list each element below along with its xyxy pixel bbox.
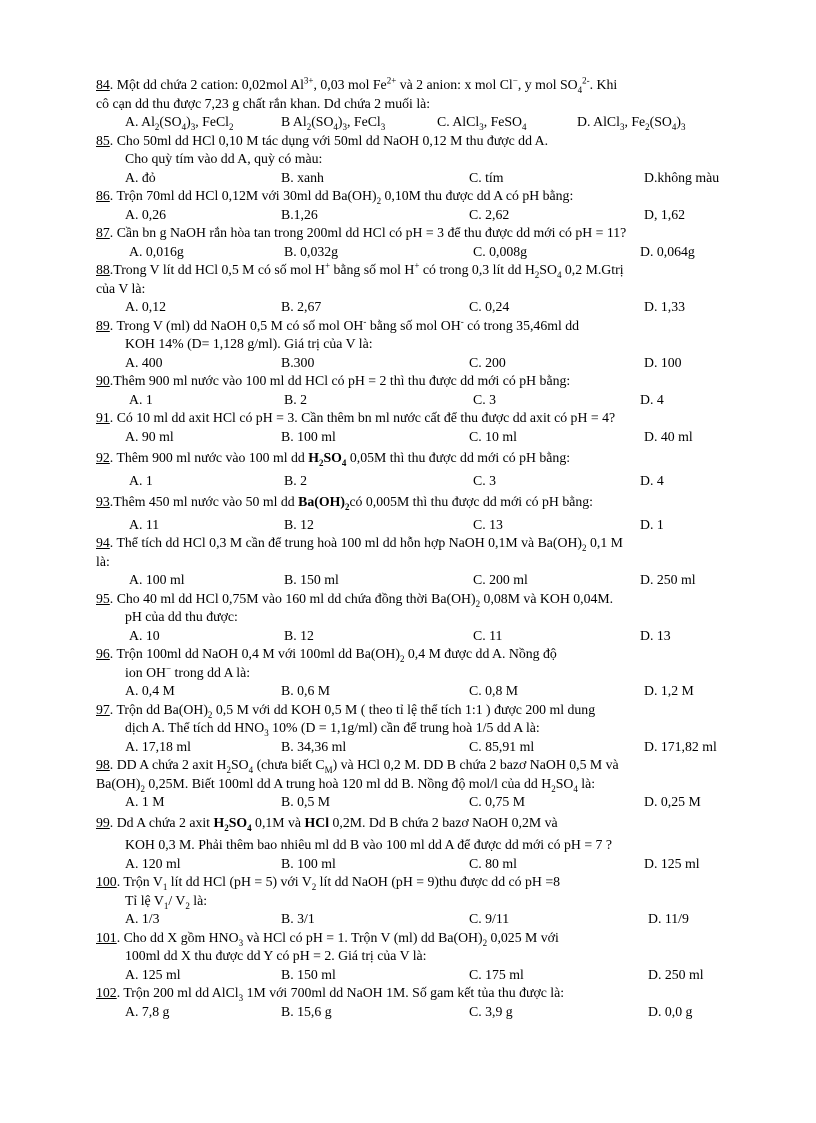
option-c[interactable]: C. 9/11 — [469, 911, 510, 926]
option-d[interactable]: D. 11/9 — [648, 911, 689, 926]
question-93 — [96, 493, 736, 534]
question-number: 101 — [96, 929, 117, 945]
question-text: 102. Trộn 200 ml dd AlCl$_3$ 1M với 700ml dd NaOH 1M. Số gam kết tủa thu được là: — [96, 985, 565, 1003]
question-text: 84. Một dd chứa 2 cation: 0,02mol $Al^{3+}$, 0,03 mol $Fe^{2+}$ và 2 anion: x mol Cl−, y mol $SO_4^{2-}$. Khi — [96, 75, 618, 95]
question-text: 86. Trộn 70ml dd HCl 0,12M với 30ml dd $Ba(OH)_2$ 0,10M thu được dd A có pH bằng: — [96, 188, 574, 206]
answer-options — [96, 966, 736, 985]
option-b[interactable]: B. 100 ml — [281, 428, 336, 444]
question-text: 97. Trộn dd $Ba(OH)_2$ 0,5 M với dd KOH 0,5 M ( theo tỉ lệ thể tích 1:1 ) được 200 ml dung — [96, 701, 596, 720]
question-text: 94. Thể tích dd HCl 0,3 M cần để trung hoà 100 ml dd hỗn hợp NaOH 0,1M và $Ba(OH)_2$ 0,1 M — [96, 535, 623, 553]
option-b[interactable]: B. 150 ml — [281, 966, 336, 982]
option-a[interactable]: A. 125 ml — [125, 966, 181, 982]
option-d[interactable]: D.không màu — [644, 169, 720, 185]
question-86 — [96, 187, 736, 224]
option-d[interactable]: D. 0,0 g — [648, 1003, 693, 1019]
option-d[interactable]: D. 4 — [640, 391, 664, 407]
answer-options — [96, 169, 736, 188]
option-d[interactable]: D. 250 ml — [640, 572, 696, 587]
question-89 — [96, 317, 736, 373]
question-text: 85. Cho 50ml dd HCl 0,10 M tác dụng với 50ml dd NaOH 0,12 M thu được dd A. — [96, 132, 549, 148]
question-text-cont: Tỉ lệ $V_1/$ $V_2$ là: — [125, 892, 208, 911]
question-number: 100 — [96, 874, 117, 889]
option-a[interactable]: A. 0,4 M — [125, 683, 175, 698]
answer-options — [96, 206, 736, 225]
question-97 — [96, 701, 736, 757]
question-92 — [96, 449, 736, 490]
option-c[interactable]: C. 80 ml — [469, 855, 517, 871]
option-b[interactable]: B. 0,5 M — [281, 794, 331, 809]
question-text-cont: pH của dd thu được: — [125, 609, 238, 624]
option-a[interactable]: A. 1 — [129, 472, 153, 488]
option-c[interactable]: C. 0,8 M — [469, 683, 519, 698]
question-number: 94 — [96, 535, 110, 550]
option-c[interactable]: C. 10 ml — [469, 428, 517, 444]
question-number: 88 — [96, 262, 110, 277]
option-d[interactable]: D. 1 — [640, 516, 664, 532]
option-d[interactable]: D. 171,82 ml — [644, 738, 717, 754]
question-text: 95. Cho 40 ml dd HCl 0,75M vào 160 ml dd chứa đồng thời $Ba(OH)_2$ 0,08M và KOH 0,04M. — [96, 590, 614, 609]
question-number: 99 — [96, 814, 110, 830]
question-text: 98. DD A chứa 2 axit $H_2SO_4$ (chưa biết $C_M$) và HCl 0,2 M. DD B chứa 2 bazơ NaOH 0,5 M và — [96, 757, 619, 775]
option-b[interactable]: B. 3/1 — [281, 911, 315, 926]
question-100 — [96, 873, 736, 929]
option-a[interactable]: A. 1 M — [125, 794, 165, 809]
question-number: 102 — [96, 985, 117, 1000]
question-101 — [96, 929, 736, 985]
answer-options — [96, 738, 736, 757]
option-c[interactable]: C. 3,9 g — [469, 1003, 513, 1019]
option-a[interactable]: A. 1/3 — [125, 911, 160, 926]
question-text-cont: của V là: — [96, 280, 146, 296]
question-text: 101. Cho dd X gồm $HNO_3$ và HCl có pH = 1. Trộn V (ml) dd $Ba(OH)_2$ 0,025 M với — [96, 929, 559, 948]
option-c[interactable]: C. tím — [469, 169, 504, 185]
question-96 — [96, 645, 736, 701]
option-b[interactable]: B.1,26 — [281, 206, 318, 222]
option-b[interactable]: B. 2,67 — [281, 299, 322, 314]
option-a[interactable]: A. 0,26 — [125, 206, 167, 222]
answer-options — [96, 243, 736, 262]
option-d[interactable]: D, 1,62 — [644, 206, 686, 222]
option-c[interactable]: C. 11 — [473, 627, 503, 643]
option-c[interactable]: C. 175 ml — [469, 966, 524, 982]
option-b[interactable]: B. 34,36 ml — [281, 738, 347, 754]
option-c[interactable]: C. 0,75 M — [469, 794, 525, 809]
answer-options — [96, 428, 736, 447]
question-number: 91 — [96, 410, 110, 425]
option-a[interactable]: A. 1 — [129, 391, 153, 407]
option-c[interactable]: C. 0,008g — [473, 243, 528, 259]
question-84 — [96, 76, 736, 132]
answer-options — [96, 627, 736, 646]
answer-options — [96, 910, 736, 929]
question-85 — [96, 132, 736, 188]
option-d[interactable]: D. AlCl$_3$, $Fe_2(SO_4)_3$ — [577, 114, 686, 132]
question-number: 96 — [96, 646, 110, 661]
question-88 — [96, 261, 736, 317]
option-b[interactable]: B. 150 ml — [284, 572, 339, 587]
question-number: 98 — [96, 757, 110, 772]
answer-options — [96, 793, 736, 812]
question-number: 85 — [96, 132, 110, 148]
exercise-sheet — [96, 76, 736, 1021]
question-text: 92. Thêm 900 ml nước vào 100 ml dd $H_2SO_4$ 0,05M thì thu được dd mới có pH bằng: — [96, 450, 571, 468]
question-text-cont: 100ml dd X thu được dd Y có pH = 2. Giá trị của V là: — [125, 948, 427, 963]
question-number: 87 — [96, 225, 110, 240]
question-number: 86 — [96, 188, 110, 203]
option-a[interactable]: A. 7,8 g — [125, 1003, 170, 1019]
question-text-cont: cô cạn dd thu được 7,23 g chất rắn khan. Dd chứa 2 muối là: — [96, 95, 431, 111]
option-b[interactable]: B. 2 — [284, 472, 307, 488]
option-d[interactable]: D. 1,2 M — [644, 683, 694, 698]
question-text-cont: $Ba(OH)_2$ 0,25M. Biết 100ml dd A trung hoà 120 ml dd B. Nồng độ mol/l của dd $H_2SO_4$ là: — [96, 775, 596, 794]
option-a[interactable]: A. đỏ — [125, 169, 156, 185]
option-c[interactable]: C. 3 — [473, 391, 496, 407]
option-b[interactable]: B. 100 ml — [281, 855, 336, 871]
answer-options — [96, 472, 736, 491]
question-text: 88.Trong V lít dd HCl 0,5 M có số mol H+ bằng số mol H+ có trong 0,3 lít dd $H_2SO_4$ 0,2 M.Gtrị — [96, 260, 624, 280]
question-text-cont: Cho quỳ tím vào dd A, quỳ có màu: — [125, 151, 323, 166]
question-text-cont: ion OH− trong dd A là: — [125, 662, 251, 680]
question-number: 97 — [96, 701, 110, 717]
answer-options — [96, 682, 736, 701]
option-c[interactable]: C. 0,24 — [469, 299, 510, 314]
question-text: 99. Dd A chứa 2 axit $H_2SO_4$ 0,1M và HCl 0,2M. Dd B chứa 2 bazơ NaOH 0,2M và — [96, 814, 558, 833]
option-a[interactable]: A. 120 ml — [125, 855, 181, 871]
question-number: 93 — [96, 494, 110, 509]
option-d[interactable]: D. 1,33 — [644, 299, 686, 314]
option-b[interactable]: B. 0,6 M — [281, 683, 331, 698]
option-c[interactable]: C. 85,91 ml — [469, 738, 535, 754]
answer-options — [96, 1003, 736, 1022]
question-102 — [96, 984, 736, 1021]
option-d[interactable]: D. 0,25 M — [644, 794, 701, 809]
question-text: 91. Có 10 ml dd axit HCl có pH = 3. Cần thêm bn ml nước cất để thu được dd axit có pH = 4? — [96, 410, 616, 425]
question-text-cont: là: — [96, 553, 110, 569]
option-b[interactable]: B. 15,6 g — [281, 1003, 332, 1019]
question-text: 90.Thêm 900 ml nước vào 100 ml dd HCl có pH = 2 thì thu được dd mới có pH bằng: — [96, 373, 571, 388]
question-number: 95 — [96, 590, 110, 606]
answer-options — [96, 354, 736, 373]
option-d[interactable]: D. 4 — [640, 472, 664, 488]
question-95 — [96, 590, 736, 646]
option-d[interactable]: D. 250 ml — [648, 966, 704, 982]
question-number: 84 — [96, 77, 110, 92]
option-a[interactable]: A. 0,12 — [125, 299, 167, 314]
option-b[interactable]: B. 12 — [284, 516, 314, 532]
option-c[interactable]: C. 200 — [469, 354, 506, 370]
question-text-cont: dịch A. Thể tích dd $HNO_3$ 10% (D = 1,1g/ml) cần để trung hoà 1/5 dd A là: — [125, 720, 540, 738]
question-90 — [96, 372, 736, 409]
option-d[interactable]: D. 13 — [640, 627, 671, 643]
option-d[interactable]: D. 100 — [644, 354, 682, 370]
question-number: 90 — [96, 373, 110, 388]
answer-options — [96, 113, 736, 132]
question-98 — [96, 756, 736, 812]
question-text: 93.Thêm 450 ml nước vào 50 ml dd $Ba(OH)_2có$ 0,005M thì thu được dd mới có pH bằng: — [96, 494, 593, 512]
option-b[interactable]: B $Al_2(SO_4)_3$, FeCl$_3$ — [281, 114, 386, 132]
option-d[interactable]: D. 125 ml — [644, 855, 700, 871]
question-text: 96. Trộn 100ml dd NaOH 0,4 M với 100ml dd $Ba(OH)_2$ 0,4 M được dd A. Nồng độ — [96, 646, 557, 664]
option-a[interactable]: A. 90 ml — [125, 428, 174, 444]
option-d[interactable]: D. 0,064g — [640, 243, 695, 259]
option-a[interactable]: A. 11 — [129, 516, 160, 532]
question-99 — [96, 814, 736, 874]
option-b[interactable]: B. 0,032g — [284, 243, 339, 259]
question-87 — [96, 224, 736, 261]
question-text-cont: KOH 14% (D= 1,128 g/ml). Giá trị của V là: — [125, 336, 373, 351]
question-91 — [96, 409, 736, 446]
option-c[interactable]: C. 200 ml — [473, 572, 528, 587]
question-94 — [96, 534, 736, 590]
option-c[interactable]: C. 3 — [473, 472, 496, 488]
option-b[interactable]: B. 2 — [284, 391, 307, 407]
answer-options — [96, 855, 736, 874]
answer-options — [96, 571, 736, 590]
option-a[interactable]: A. $Al_2(SO_4)_3$, FeCl$_2$ — [125, 114, 234, 132]
option-c[interactable]: C. AlCl$_3$, FeSO$_4$ — [437, 114, 527, 132]
question-text: 100. Trộn $V_1$ lít dd HCl (pH = 5) với $V_2$ lít dd NaOH (pH = 9)thu được dd có pH =8 — [96, 874, 561, 892]
option-b[interactable]: B. xanh — [281, 169, 324, 185]
option-c[interactable]: C. 13 — [473, 516, 503, 532]
answer-options — [96, 298, 736, 317]
option-a[interactable]: A. 10 — [129, 627, 160, 643]
answer-options — [96, 516, 736, 535]
option-d[interactable]: D. 40 ml — [644, 428, 693, 444]
question-text: 87. Cần bn g NaOH rắn hòa tan trong 200ml dd HCl có pH = 3 để thu được dd mới có pH = 11? — [96, 225, 627, 240]
answer-options — [96, 391, 736, 410]
question-number: 89 — [96, 317, 110, 333]
question-text: 89. Trong V (ml) dd NaOH 0,5 M có số mol OH- bằng số mol OH- có trong 35,46ml dd — [96, 315, 580, 333]
question-text-cont: KOH 0,3 M. Phải thêm bao nhiêu ml dd B vào 100 ml dd A để được dd mới có pH = 7 ? — [125, 837, 613, 852]
option-c[interactable]: C. 2,62 — [469, 206, 510, 222]
option-a[interactable]: A. 0,016g — [129, 243, 184, 259]
question-number: 92 — [96, 450, 110, 465]
option-a[interactable]: A. 100 ml — [129, 572, 185, 587]
option-a[interactable]: A. 17,18 ml — [125, 738, 191, 754]
option-b[interactable]: B.300 — [281, 354, 315, 370]
option-a[interactable]: A. 400 — [125, 354, 163, 370]
option-b[interactable]: B. 12 — [284, 627, 314, 643]
